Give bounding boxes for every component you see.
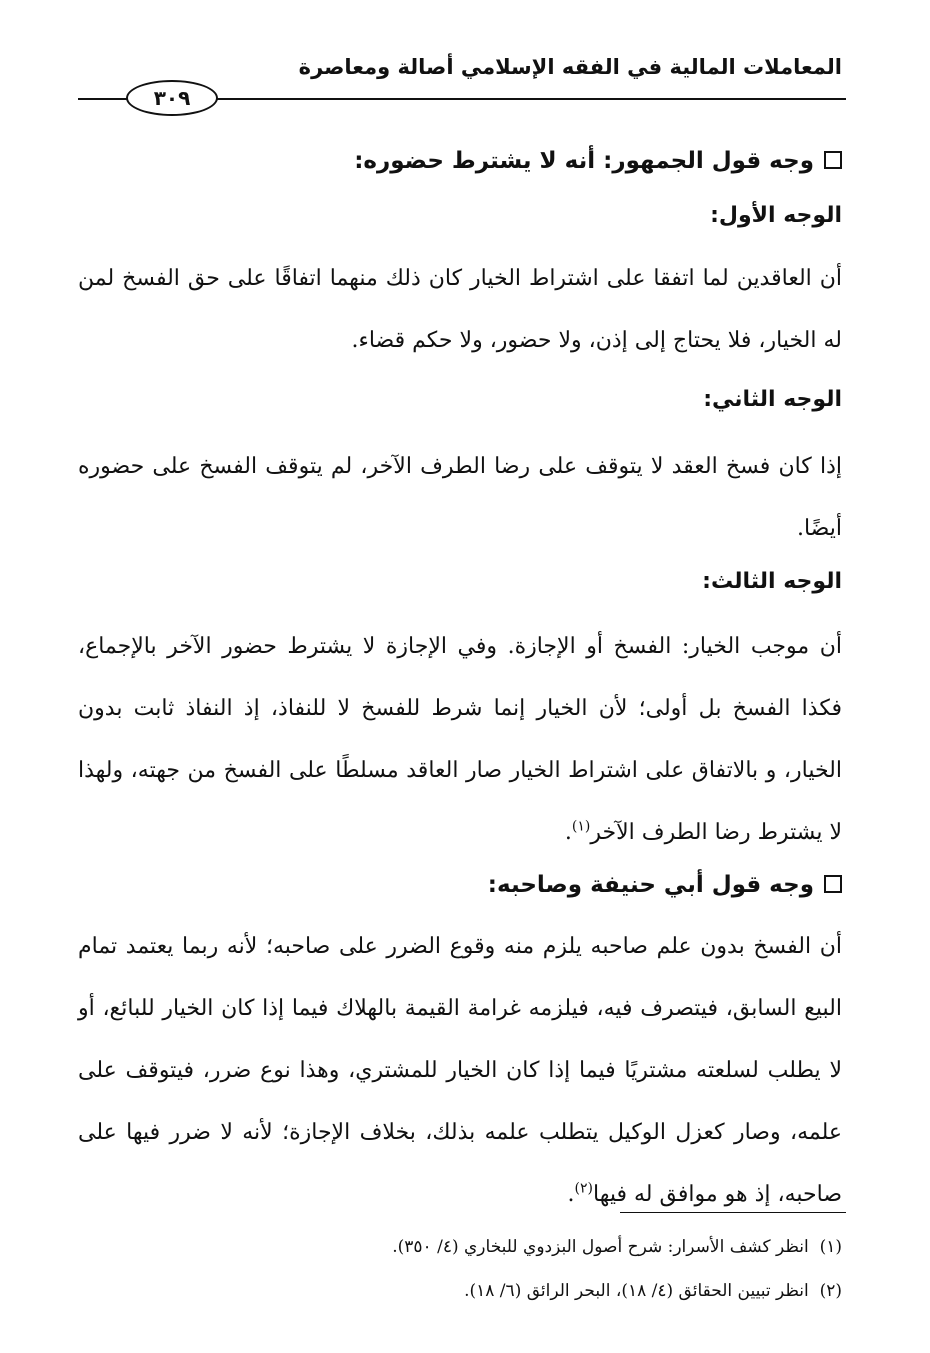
section-heading-text: وجه قول الجمهور: أنه لا يشترط حضوره: — [354, 148, 814, 174]
paragraph-end-mark: . — [564, 820, 572, 845]
paragraph-first-point: أن العاقدين لما اتفقا على اشتراط الخيار كان ذلك منهما اتفاقًا على حق الفسخ لمن له الخيار، فلا يحتاج إلى إذن، ولا حضور، ولا حكم قضاء. — [78, 266, 842, 353]
page-number: ٣٠٩ — [126, 80, 218, 116]
paragraph-text: أن موجب الخيار: الفسخ أو الإجازة. وفي الإجازة لا يشترط حضور الآخر بالإجماع، فكذا الفسخ بل أولى؛ لأن الخيار إنما شرط للفسخ لا للنفاذ، إذ النفاذ ثابت بدون الخيار، و بالاتفاق على اشتراط الخيار صار العاقد مسلطًا على الفسخ من جهته، ولهذا لا يشترط رضا الطرف الآخر — [78, 634, 842, 845]
footnote-2 — [78, 1278, 842, 1304]
paragraph-third-point — [78, 616, 842, 864]
paragraph-second-point: إذا كان فسخ العقد لا يتوقف على رضا الطرف الآخر، لم يتوقف الفسخ على حضوره أيضًا. — [78, 454, 842, 541]
footnote-number: (١) — [819, 1237, 842, 1257]
footnote-marker-1: (١) — [571, 818, 591, 835]
paragraph-end-mark: . — [567, 1182, 575, 1207]
subheading-third-point: الوجه الثالث: — [702, 569, 842, 594]
square-bullet-icon — [824, 151, 842, 169]
section-heading-majority — [78, 144, 842, 178]
paragraph-abu-hanifa — [78, 916, 842, 1226]
footnote-number: (٢) — [819, 1281, 842, 1301]
subheading-first-point: الوجه الأول: — [710, 203, 842, 228]
subheading-second-point: الوجه الثاني: — [703, 387, 842, 412]
paragraph-text: أن الفسخ بدون علم صاحبه يلزم منه وقوع الضرر على صاحبه؛ لأنه ربما يعتمد تمام البيع السابق، فيتصرف فيه، فيلزمه غرامة القيمة بالهلاك فيما إذا كان الخيار للبائع، أو لا يطلب لسلعته مشتريًا فيما إذا كان الخيار للمشتري، وهذا نوع ضرر، فيتوقف على علمه، وصار كعزل الوكيل يتطلب علمه بذلك، بخلاف الإجازة؛ لأنه لا ضرر فيها على صاحبه، إذ هو موافق له فيها — [78, 934, 842, 1207]
section-heading-abu-hanifa — [78, 868, 842, 902]
footnote-1 — [78, 1234, 842, 1260]
running-header-title: المعاملات المالية في الفقه الإسلامي أصالة ومعاصرة — [298, 55, 842, 79]
square-bullet-icon — [824, 875, 842, 893]
footnote-text: انظر كشف الأسرار: شرح أصول البزدوي للبخاري (٤/ ٣٥٠). — [392, 1237, 809, 1257]
footnote-separator — [620, 1212, 846, 1213]
footnote-marker-2: (٢) — [574, 1180, 594, 1197]
footnote-text: انظر تبيين الحقائق (٤/ ١٨)، البحر الرائق (٦/ ١٨). — [464, 1281, 809, 1301]
section-heading-text: وجه قول أبي حنيفة وصاحبه: — [487, 872, 814, 898]
